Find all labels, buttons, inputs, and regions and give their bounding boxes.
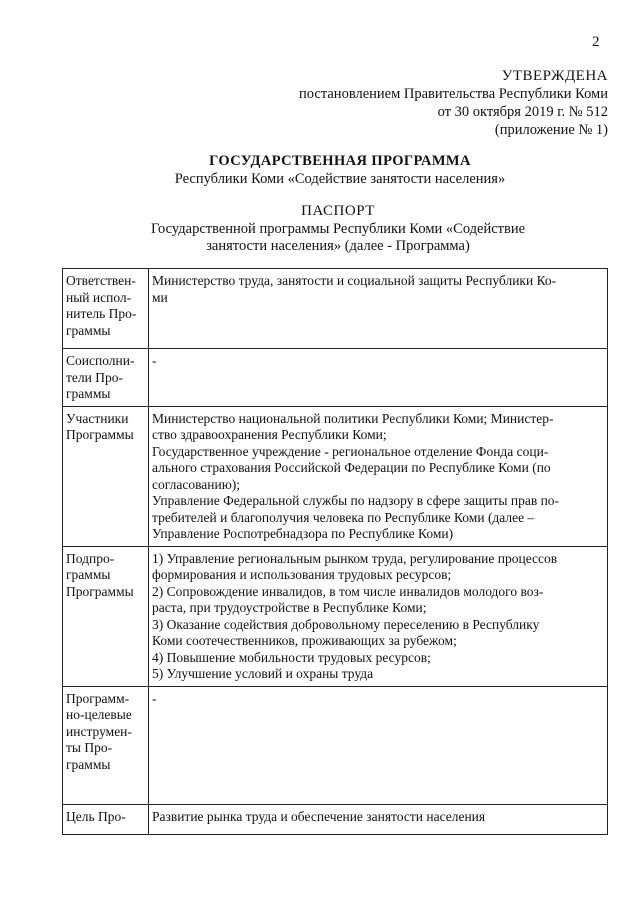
approval-block: [299, 67, 608, 139]
row-value-line: 2) Сопровождение инвалидов, в том числе инвалидов молодого воз-: [152, 583, 544, 599]
row-label-line: Программ-: [66, 690, 130, 706]
passport-line-1: Государственной программы Республики Коми «Содействие: [150, 221, 526, 237]
row-value-line: раста, при трудоустройстве в Республике Коми;: [152, 600, 427, 615]
row-label-line: но-целевые: [66, 707, 132, 722]
row-value-line: ального страхования Российской Федерации по Республике Коми (по: [152, 460, 551, 475]
program-heading: [0, 152, 640, 188]
row-value-line: -: [152, 353, 157, 368]
approval-line-1: постановлением Правительства Республики Коми: [299, 86, 608, 102]
passport-heading: [0, 203, 640, 255]
passport-table-body: [63, 269, 608, 835]
row-value-line: требителей и благополучия человека по Республике Коми (далее –: [152, 509, 535, 525]
row-label-line: Участники: [66, 410, 129, 426]
row-label-line: инструмен-: [66, 723, 132, 739]
row-value-cell: [149, 269, 608, 349]
row-label-line: нитель Про-: [66, 306, 137, 321]
row-label-cell: [63, 269, 149, 349]
row-value-line: 1) Управление региональным рынком труда, регулирование процессов: [152, 550, 558, 566]
program-title: ГОСУДАРСТВЕННАЯ ПРОГРАММА: [209, 153, 471, 169]
row-value-cell: [149, 546, 608, 686]
row-value-line: Министерство национальной политики Республики Коми; Министер-: [152, 410, 554, 426]
passport-line-2: занятости населения» (далее - Программа): [206, 238, 470, 254]
table-row: [63, 546, 608, 686]
row-value-line: ми: [152, 289, 168, 305]
table-row: [63, 406, 608, 546]
row-value-cell: [149, 349, 608, 407]
row-label-cell: [63, 546, 149, 686]
row-value-line: -: [152, 690, 157, 706]
row-label-line: граммы: [66, 756, 111, 772]
row-value-line: согласованию);: [152, 476, 241, 492]
approval-title: УТВЕРЖДЕНА: [501, 68, 608, 84]
row-value-line: 5) Улучшение условий и охраны труда: [152, 666, 374, 681]
row-value-cell: [149, 804, 608, 834]
row-label-line: ты Про-: [66, 740, 113, 755]
row-label-line: Программы: [66, 583, 134, 599]
table-row: [63, 349, 608, 407]
row-value-line: формирования и использования трудовых ресурсов;: [152, 567, 452, 582]
row-value-line: Государственное учреждение - региональное отделение Фонда соци-: [152, 443, 549, 459]
row-label-cell: [63, 686, 149, 804]
row-value-line: Управление Федеральной службы по надзору в сфере защиты прав по-: [152, 493, 560, 508]
row-label-line: граммы: [66, 322, 111, 338]
row-label-cell: [63, 349, 149, 407]
row-label-cell: [63, 804, 149, 834]
row-value-line: ство здравоохранения Республики Коми;: [152, 427, 387, 442]
table-row: [63, 686, 608, 804]
row-label-line: Ответствен-: [66, 273, 136, 288]
row-label-line: граммы: [66, 386, 111, 401]
page-number: 2: [592, 34, 600, 50]
row-value-cell: [149, 686, 608, 804]
row-value-line: 3) Оказание содействия добровольному переселению в Республику: [152, 616, 540, 632]
passport-table: [62, 268, 608, 835]
row-value-line: Управление Роспотребнадзора по Республике Коми): [152, 526, 454, 541]
row-value-line: Коми соотечественников, проживающих за рубежом;: [152, 633, 457, 648]
row-label-line: Соисполни-: [66, 353, 135, 368]
row-value-line: 4) Повышение мобильности трудовых ресурсов;: [152, 649, 431, 665]
program-subtitle: Республики Коми «Содействие занятости населения»: [174, 171, 506, 187]
row-label-cell: [63, 406, 149, 546]
row-label-line: тели Про-: [66, 369, 123, 385]
approval-line-2: от 30 октября 2019 г. № 512: [437, 104, 608, 120]
approval-line-3: (приложение № 1): [494, 122, 608, 138]
row-value-line: Министерство труда, занятости и социальной защиты Республики Ко-: [152, 273, 557, 288]
row-label-line: Программы: [66, 427, 134, 442]
row-label-line: Подпро-: [66, 550, 115, 566]
row-value-line: Развитие рынка труда и обеспечение занятости населения: [152, 808, 486, 824]
table-row: [63, 804, 608, 834]
table-row: [63, 269, 608, 349]
row-label-line: ный испол-: [66, 289, 132, 305]
row-label-line: граммы: [66, 567, 111, 582]
passport-title: ПАСПОРТ: [301, 203, 375, 219]
row-value-cell: [149, 406, 608, 546]
row-label-line: Цель Про-: [66, 808, 126, 824]
